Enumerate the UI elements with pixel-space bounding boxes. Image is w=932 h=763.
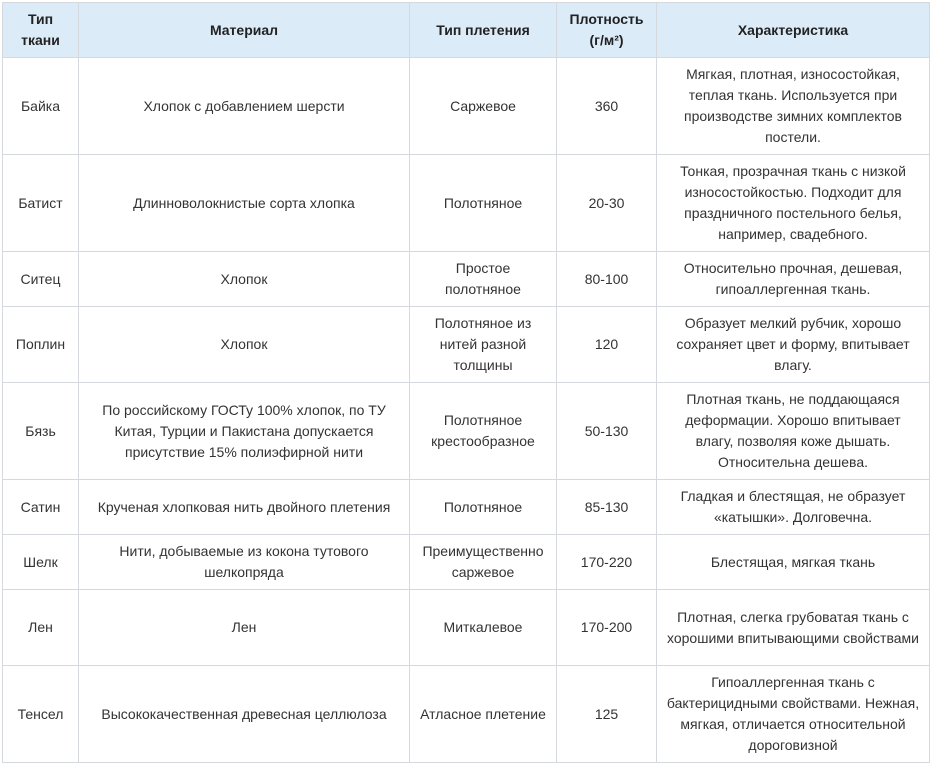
cell-density: 360 <box>557 58 657 155</box>
cell-weave: Атласное плетение <box>410 666 557 763</box>
header-weave: Тип плетения <box>410 3 557 58</box>
cell-weave: Полотняное <box>410 480 557 535</box>
cell-material: Лен <box>79 590 410 666</box>
cell-type: Шелк <box>3 535 79 590</box>
cell-weave: Простое полотняное <box>410 252 557 307</box>
cell-characteristic: Мягкая, плотная, износостойкая, теплая ткань. Используется при производстве зимних комплектов постели. <box>657 58 930 155</box>
cell-material: Хлопок <box>79 307 410 383</box>
table-row <box>3 480 930 535</box>
cell-type: Сатин <box>3 480 79 535</box>
cell-material: Высококачественная древесная целлюлоза <box>79 666 410 763</box>
cell-density: 170-200 <box>557 590 657 666</box>
cell-density: 20-30 <box>557 155 657 252</box>
table-row <box>3 590 930 666</box>
table-row <box>3 155 930 252</box>
cell-density: 85-130 <box>557 480 657 535</box>
cell-type: Байка <box>3 58 79 155</box>
table-row <box>3 58 930 155</box>
cell-material: Нити, добываемые из кокона тутового шелкопряда <box>79 535 410 590</box>
cell-density: 120 <box>557 307 657 383</box>
cell-material: Длинноволокнистые сорта хлопка <box>79 155 410 252</box>
cell-type: Лен <box>3 590 79 666</box>
cell-type: Бязь <box>3 383 79 480</box>
cell-material: Крученая хлопковая нить двойного плетения <box>79 480 410 535</box>
cell-type: Тенсел <box>3 666 79 763</box>
cell-characteristic: Плотная, слегка грубоватая ткань с хорошими впитывающими свойствами <box>657 590 930 666</box>
cell-characteristic: Блестящая, мягкая ткань <box>657 535 930 590</box>
cell-type: Батист <box>3 155 79 252</box>
header-density: Плотность (г/м²) <box>557 3 657 58</box>
table-row <box>3 383 930 480</box>
cell-weave: Саржевое <box>410 58 557 155</box>
table-row <box>3 535 930 590</box>
table-row <box>3 307 930 383</box>
cell-weave: Преимущественно саржевое <box>410 535 557 590</box>
cell-material: Хлопок с добавлением шерсти <box>79 58 410 155</box>
header-type: Тип ткани <box>3 3 79 58</box>
cell-characteristic: Гипоаллергенная ткань с бактерицидными свойствами. Нежная, мягкая, отличается относительной дороговизной <box>657 666 930 763</box>
cell-characteristic: Относительно прочная, дешевая, гипоаллергенная ткань. <box>657 252 930 307</box>
cell-weave: Полотняное <box>410 155 557 252</box>
cell-density: 125 <box>557 666 657 763</box>
cell-material: По российскому ГОСТу 100% хлопок, по ТУ Китая, Турции и Пакистана допускается присутствие 15% полиэфирной нити <box>79 383 410 480</box>
table-row <box>3 252 930 307</box>
cell-characteristic: Плотная ткань, не поддающаяся деформации. Хорошо впитывает влагу, позволяя коже дышать. Относительна дешева. <box>657 383 930 480</box>
cell-characteristic: Образует мелкий рубчик, хорошо сохраняет цвет и форму, впитывает влагу. <box>657 307 930 383</box>
cell-density: 80-100 <box>557 252 657 307</box>
table-header-row <box>3 3 930 58</box>
cell-material: Хлопок <box>79 252 410 307</box>
cell-weave: Миткалевое <box>410 590 557 666</box>
table-row <box>3 666 930 763</box>
cell-type: Поплин <box>3 307 79 383</box>
header-material: Материал <box>79 3 410 58</box>
fabric-comparison-table <box>2 2 930 763</box>
cell-density: 50-130 <box>557 383 657 480</box>
cell-weave: Полотняное из нитей разной толщины <box>410 307 557 383</box>
cell-weave: Полотняное крестообразное <box>410 383 557 480</box>
cell-type: Ситец <box>3 252 79 307</box>
cell-characteristic: Тонкая, прозрачная ткань с низкой износостойкостью. Подходит для праздничного постельного белья, например, свадебного. <box>657 155 930 252</box>
cell-density: 170-220 <box>557 535 657 590</box>
cell-characteristic: Гладкая и блестящая, не образует «катышки». Долговечна. <box>657 480 930 535</box>
header-characteristic: Характеристика <box>657 3 930 58</box>
